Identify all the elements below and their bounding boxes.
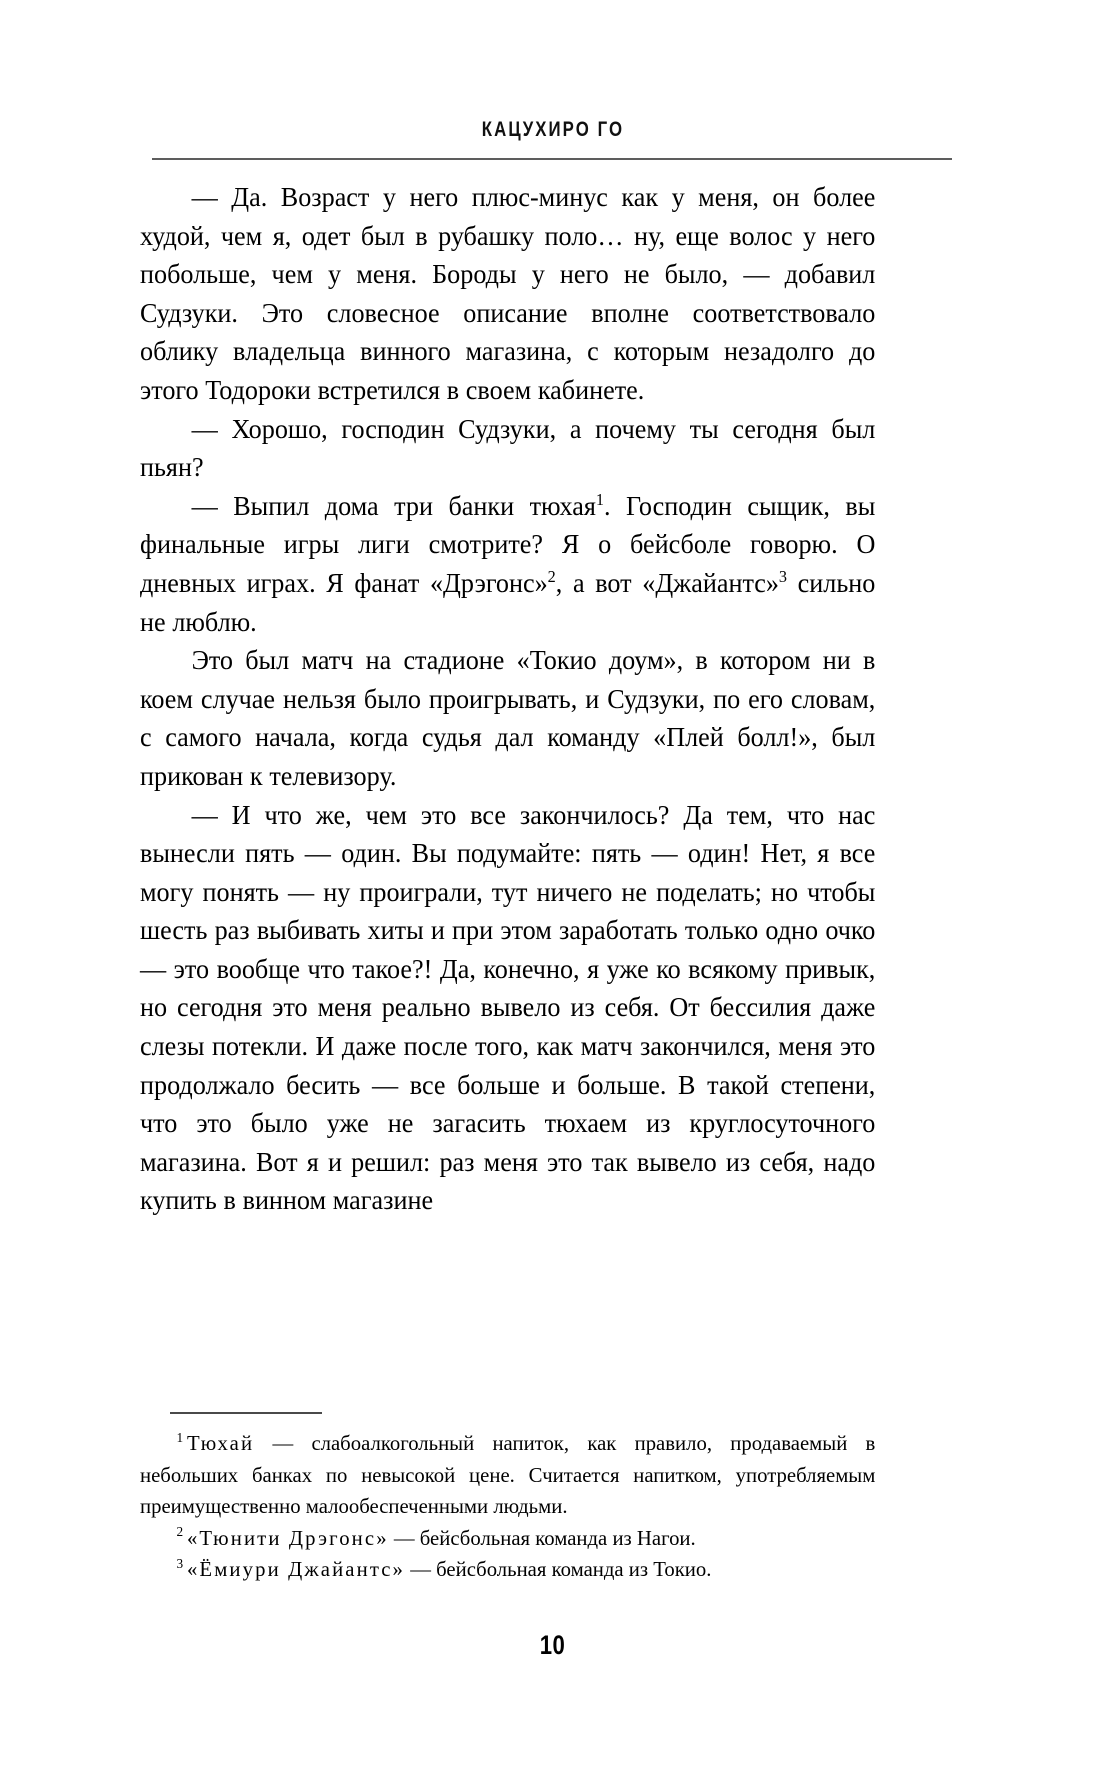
footnote-3-marker: 3 xyxy=(176,1555,184,1571)
footnote-1-text: — слабоалкогольный напиток, как правило, продаваемый в небольших банках по невысокой цене. Считается напитком, употребляемым преимущественно малообеспеченными людьми. xyxy=(140,1431,876,1518)
paragraph-3-mid2: , а вот «Джайантс» xyxy=(555,567,779,598)
footnote-ref-1[interactable]: 1 xyxy=(595,489,605,509)
footnote-2 xyxy=(140,1523,875,1555)
page-number-text: 10 xyxy=(539,1630,566,1660)
paragraph-2: — Хорошо, господин Судзуки, а почему ты сегодня был пьян? xyxy=(140,413,876,483)
footnote-2-marker: 2 xyxy=(176,1524,184,1540)
paragraph-3-mid: . Господин сыщик, вы финальные игры лиги смотрите? Я о бейсболе говорю. О дневных играх. Я фанат «Дрэгонс» xyxy=(140,490,876,598)
footnote-ref-2[interactable]: 2 xyxy=(547,566,556,586)
footnote-2-term: «Тюнити Дрэгонс» xyxy=(186,1525,389,1550)
footnotes-block xyxy=(140,1428,876,1586)
paragraph-3-tail: сильно не люблю. xyxy=(140,567,876,637)
footnote-3-text: — бейсбольная команда из Токио. xyxy=(405,1557,712,1581)
paragraph-1: — Да. Возраст у него плюс-минус как у меня, он более худой, чем я, одет был в рубашку поло… ну, еще волос у него побольше, чем у меня. Бороды у него не было, — добавил Судзуки. Это словесное описание вполне соответствовало облику владельца винного магазина, с которым незадолго до этого Тодороки встретился в своем кабинете. xyxy=(140,182,876,405)
paragraph-3-lead: — Выпил дома три банки тюхая xyxy=(191,490,596,521)
footnote-1 xyxy=(140,1428,875,1523)
running-head-rule xyxy=(152,158,952,160)
footnote-1-term: Тюхай xyxy=(186,1431,255,1455)
running-head xyxy=(0,118,1105,142)
footnote-3 xyxy=(140,1554,875,1586)
footnote-1-marker: 1 xyxy=(176,1429,184,1445)
footnote-3-term: «Ёмиури Джайантс» xyxy=(186,1557,406,1581)
body-text-column xyxy=(140,178,876,1220)
paragraph-5: — И что же, чем это все закончилось? Да тем, что нас вынесли пять — один. Вы подумайте: пять — один! Нет, я все могу понять — ну проиграли, тут ничего не поделать; но чтобы шесть раз выбивать хиты и при этом заработать только одно очко — это вообще что такое?! Да, конечно, я уже ко всякому привык, но сегодня это меня реально вывело из себя. От бессилия даже слезы потекли. И даже после того, как матч закончился, меня это продолжало бесить — все больше и больше. В такой степени, что это было уже не загасить тюхаем из круглосуточного магазина. Вот я и решил: раз меня это так вывело из себя, надо купить в винном магазине xyxy=(140,799,876,1216)
paragraph-3 xyxy=(140,487,875,641)
footnote-ref-3[interactable]: 3 xyxy=(778,566,787,586)
running-head-text: КАЦУХИРО ГО xyxy=(481,118,624,141)
footnote-separator-rule xyxy=(170,1412,322,1414)
page-number xyxy=(0,1630,1105,1661)
paragraph-4: Это был матч на стадионе «Токио доум», в котором ни в коем случае нельзя было проигрывать, и Судзуки, по его словам, с самого начала, когда судья дал команду «Плей болл!», был прикован к телевизору. xyxy=(140,645,876,791)
footnote-2-text: — бейсбольная команда из Нагои. xyxy=(388,1525,696,1550)
